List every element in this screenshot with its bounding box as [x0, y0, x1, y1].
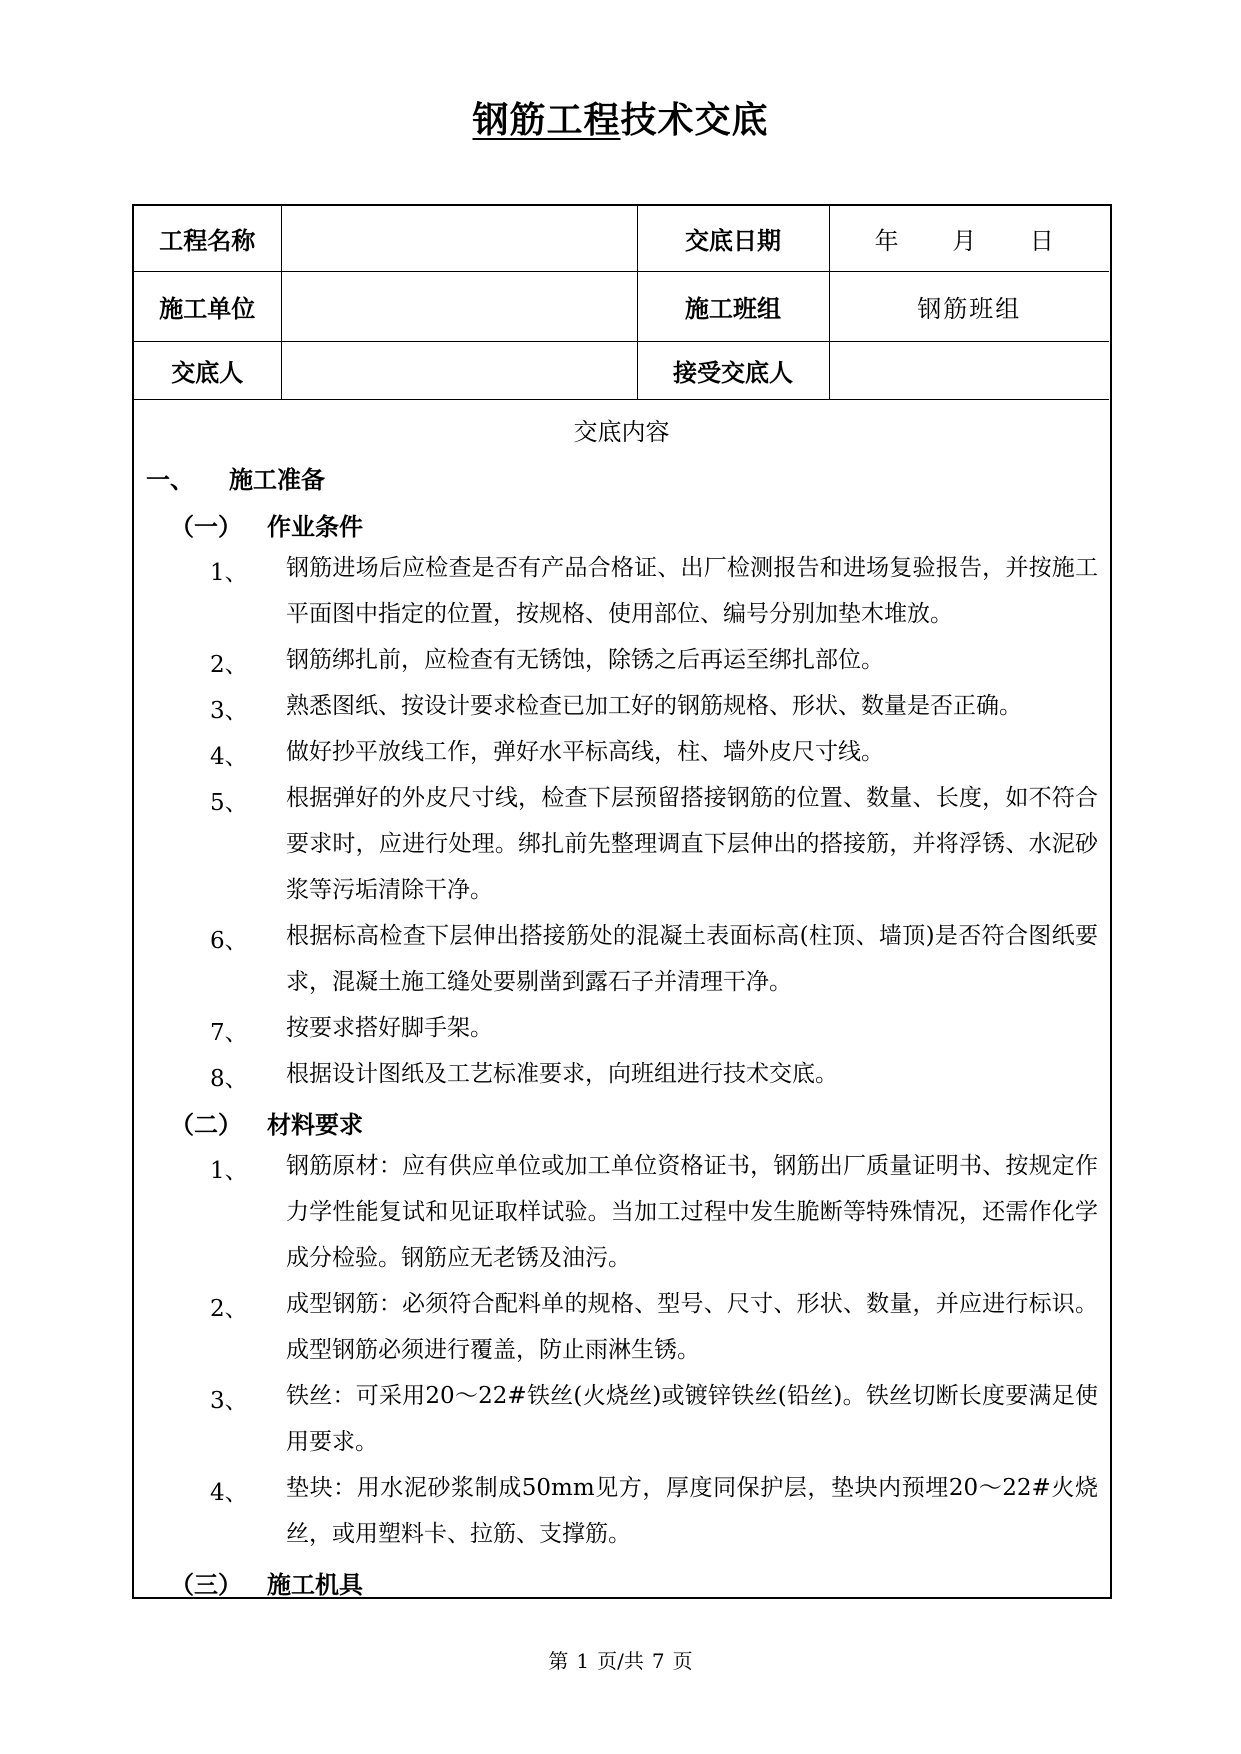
item-text: 垫块：用水泥砂浆制成50mm见方，厚度同保护层，垫块内预埋20～22#火烧丝，或用塑料卡、拉筋、支撑筋。: [286, 1475, 1098, 1547]
project-name-label: 工程名称: [134, 206, 281, 271]
list-item: [134, 1051, 1109, 1097]
item-number: 2、: [210, 652, 248, 678]
item-number: 8、: [210, 1066, 248, 1092]
list-item: [134, 1143, 1109, 1281]
unit-field[interactable]: [281, 271, 637, 341]
date-day: 日: [1029, 226, 1054, 255]
subsection-title: 施工机具: [267, 1571, 363, 1599]
date-year: 年: [874, 226, 899, 255]
list-item: [134, 1005, 1109, 1051]
receiver-label: 接受交底人: [637, 341, 829, 399]
page-footer: [0, 1645, 1241, 1674]
subsection-heading-work-conditions: [134, 499, 1109, 545]
team-field[interactable]: 钢筋班组: [829, 271, 1109, 341]
item-text: 根据弹好的外皮尺寸线，检查下层预留搭接钢筋的位置、数量、长度，如不符合要求时，应进行处理。绑扎前先整理调直下层伸出的搭接筋，并将浮锈、水泥砂浆等污垢清除干净。: [286, 785, 1098, 903]
list-item: [134, 913, 1109, 1005]
list-item: [134, 775, 1109, 913]
item-number: 1、: [210, 560, 248, 586]
team-label: 施工班组: [637, 271, 829, 341]
footer-prefix: 第: [548, 1649, 569, 1673]
item-number: 5、: [210, 790, 248, 816]
item-text: 根据标高检查下层伸出搭接筋处的混凝土表面标高(柱顶、墙顶)是否符合图纸要求，混凝土施工缝处要剔凿到露石子并清理干净。: [286, 923, 1098, 995]
content-title: 交底内容: [573, 418, 670, 446]
item-text: 成型钢筋：必须符合配料单的规格、型号、尺寸、形状、数量，并应进行标识。成型钢筋必须进行覆盖，防止雨淋生锈。: [286, 1291, 1098, 1363]
item-text: 根据设计图纸及工艺标准要求，向班组进行技术交底。: [286, 1061, 838, 1087]
section-number: 一、: [146, 466, 194, 494]
receiver-field[interactable]: [829, 341, 1109, 399]
item-number: 3、: [210, 698, 248, 724]
subsection-number: （一）: [170, 513, 242, 541]
footer-mid: 页/共: [597, 1649, 644, 1673]
item-text: 钢筋原材：应有供应单位或加工单位资格证书，钢筋出厂质量证明书、按规定作力学性能复试和见证取样试验。当加工过程中发生脆断等特殊情况，还需作化学成分检验。钢筋应无老锈及油污。: [286, 1153, 1098, 1271]
total-pages: 7: [651, 1649, 665, 1673]
list-item: [134, 637, 1109, 683]
presenter-label: 交底人: [134, 341, 281, 399]
presenter-field[interactable]: [281, 341, 637, 399]
item-number: 7、: [210, 1020, 248, 1046]
subsection-number: （二）: [170, 1111, 242, 1139]
title-underlined-part: 钢筋工程: [472, 100, 621, 141]
item-text: 做好抄平放线工作，弹好水平标高线，柱、墙外皮尺寸线。: [286, 739, 884, 765]
item-number: 3、: [210, 1388, 248, 1414]
item-number: 2、: [210, 1296, 248, 1322]
disclosure-content: [134, 402, 1109, 1603]
item-text: 按要求搭好脚手架。: [286, 1015, 493, 1041]
date-month: 月: [952, 226, 977, 255]
disclosure-form: [132, 204, 1112, 1599]
list-item: [134, 1281, 1109, 1373]
list-item: [134, 1373, 1109, 1465]
item-number: 6、: [210, 928, 248, 954]
subsection-title: 作业条件: [267, 513, 363, 541]
subsection-heading-material-requirements: [134, 1097, 1109, 1143]
header-table: [134, 206, 1109, 400]
section-title: 施工准备: [229, 466, 325, 494]
project-name-field[interactable]: [281, 206, 637, 271]
date-label: 交底日期: [637, 206, 829, 271]
page-number: 1: [576, 1649, 590, 1673]
unit-label: 施工单位: [134, 271, 281, 341]
subsection-title: 材料要求: [267, 1111, 363, 1139]
item-text: 熟悉图纸、按设计要求检查已加工好的钢筋规格、形状、数量是否正确。: [286, 693, 1022, 719]
item-text: 钢筋进场后应检查是否有产品合格证、出厂检测报告和进场复验报告，并按施工平面图中指定的位置，按规格、使用部位、编号分别加垫木堆放。: [286, 555, 1098, 627]
title-rest-part: 技术交底: [620, 100, 769, 141]
subsection-heading-tools: [134, 1557, 1109, 1603]
item-number: 4、: [210, 744, 248, 770]
document-title: [0, 92, 1241, 143]
footer-suffix: 页: [672, 1649, 693, 1673]
list-item: [134, 545, 1109, 637]
item-text: 铁丝：可采用20～22#铁丝(火烧丝)或镀锌铁丝(铅丝)。铁丝切断长度要满足使用要求。: [286, 1383, 1098, 1455]
item-number: 1、: [210, 1158, 248, 1184]
subsection-number: （三）: [170, 1571, 242, 1599]
item-number: 4、: [210, 1480, 248, 1506]
list-item: [134, 683, 1109, 729]
date-field[interactable]: [829, 206, 1109, 271]
section-heading: [134, 452, 1109, 499]
item-text: 钢筋绑扎前，应检查有无锈蚀，除锈之后再运至绑扎部位。: [286, 647, 884, 673]
list-item: [134, 729, 1109, 775]
list-item: [134, 1465, 1109, 1557]
